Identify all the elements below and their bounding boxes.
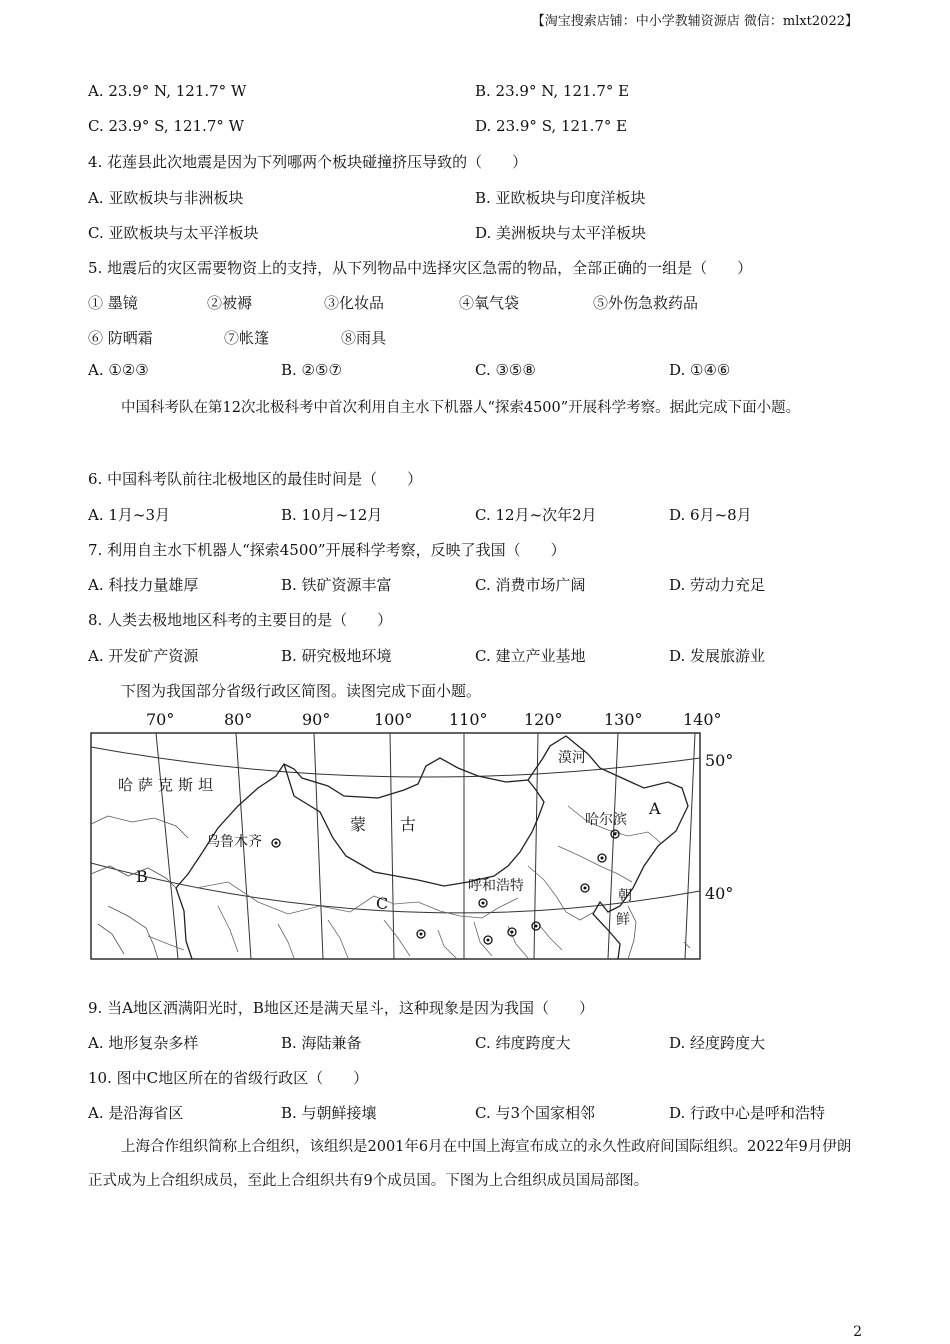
- label-korea: 鲜: [616, 912, 630, 928]
- neighbor-borders: [91, 816, 690, 959]
- lat-label: 50°: [705, 751, 734, 770]
- q5-item: ⑥ 防晒霜: [88, 329, 153, 347]
- q8-option-d: D. 发展旅游业: [669, 647, 766, 665]
- label-mohe: 漠河: [558, 750, 586, 766]
- lon-label: 120°: [524, 710, 563, 729]
- q5-stem: 5. 地震后的灾区需要物资上的支持，从下列物品中选择灾区急需的物品，全部正确的一组是（ ）: [88, 259, 753, 277]
- q3-option-a: A. 23.9° N, 121.7° W: [88, 82, 247, 100]
- latitude-labels: [705, 751, 733, 903]
- q5-option-d: D. ①④⑥: [669, 361, 731, 379]
- q5-option-b: B. ②⑤⑦: [281, 361, 342, 379]
- city-marker: [532, 922, 540, 930]
- page-number: 2: [853, 1324, 862, 1340]
- q9-option-b: B. 海陆兼备: [281, 1034, 362, 1052]
- q6-option-a: A. 1月~3月: [88, 506, 171, 524]
- q6-stem: 6. 中国科考队前往北极地区的最佳时间是（ ）: [88, 470, 423, 488]
- city-marker: [417, 930, 425, 938]
- q9-option-a: A. 地形复杂多样: [88, 1034, 199, 1052]
- lat-label: 40°: [705, 884, 734, 903]
- q4-option-c: C. 亚欧板块与太平洋板块: [88, 224, 259, 242]
- q3-option-b: B. 23.9° N, 121.7° E: [475, 82, 630, 100]
- q4-option-d: D. 美洲板块与太平洋板块: [475, 224, 647, 242]
- city-marker: [598, 854, 606, 862]
- lon-label: 70°: [146, 710, 175, 729]
- q10-stem: 10. 图中C地区所在的省级行政区（ ）: [88, 1069, 369, 1087]
- q7-option-a: A. 科技力量雄厚: [88, 576, 199, 594]
- q4-option-b: B. 亚欧板块与印度洋板块: [475, 189, 646, 207]
- label-urumqi: 乌鲁木齐: [206, 834, 262, 850]
- q5-item: ⑤外伤急救药品: [593, 294, 699, 312]
- q7-option-d: D. 劳动力充足: [669, 576, 766, 594]
- passage-map-intro: 下图为我国部分省级行政区简图。读图完成下面小题。: [121, 682, 482, 700]
- q5-item: ④氧气袋: [459, 294, 520, 312]
- label-hohhot: 呼和浩特: [468, 878, 524, 894]
- q3-option-d: D. 23.9° S, 121.7° E: [475, 117, 628, 135]
- q5-item: ③化妆品: [324, 294, 385, 312]
- q5-item: ⑦帐篷: [224, 329, 270, 347]
- province-map: [88, 706, 748, 966]
- q6-option-d: D. 6月~8月: [669, 506, 752, 524]
- label-b: B: [136, 867, 148, 886]
- q5-item: ②被褥: [207, 294, 253, 312]
- lon-label: 100°: [374, 710, 413, 729]
- q7-option-b: B. 铁矿资源丰富: [281, 576, 392, 594]
- label-korea: 朝: [618, 888, 632, 904]
- lon-label: 90°: [302, 710, 331, 729]
- graticule: [91, 733, 700, 959]
- city-marker: [581, 884, 589, 892]
- lon-label: 80°: [224, 710, 253, 729]
- city-marker-harbin: [611, 830, 619, 838]
- passage-sco: 上海合作组织简称上合组织，该组织是2001年6月在中国上海宣布成立的永久性政府间国际组织。2022年9月伊朗正式成为上合组织成员，至此上合组织共有9个成员国。下图为上合组织成员国局部图。: [88, 1139, 852, 1189]
- q5-option-a: A. ①②③: [88, 361, 149, 379]
- q9-option-c: C. 纬度跨度大: [475, 1034, 571, 1052]
- page-header: 【淘宝搜索店铺：中小学教辅资源店 微信：mlxt2022】: [531, 14, 858, 29]
- city-marker-urumqi: [272, 839, 280, 847]
- q4-option-a: A. 亚欧板块与非洲板块: [88, 189, 244, 207]
- q10-option-a: A. 是沿海省区: [88, 1104, 184, 1122]
- q9-option-d: D. 经度跨度大: [669, 1034, 766, 1052]
- q8-option-c: C. 建立产业基地: [475, 647, 586, 665]
- q3-option-c: C. 23.9° S, 121.7° W: [88, 117, 245, 135]
- label-c: C: [376, 894, 389, 913]
- q8-stem: 8. 人类去极地地区科考的主要目的是（ ）: [88, 611, 393, 629]
- q5-item: ⑧雨具: [341, 329, 387, 347]
- q6-option-b: B. 10月~12月: [281, 506, 383, 524]
- label-mongolia: 古: [400, 815, 417, 834]
- q10-option-d: D. 行政中心是呼和浩特: [669, 1104, 826, 1122]
- q8-option-b: B. 研究极地环境: [281, 647, 392, 665]
- label-kazakhstan: 哈萨克斯坦: [118, 776, 219, 794]
- q10-option-c: C. 与3个国家相邻: [475, 1104, 596, 1122]
- q6-option-c: C. 12月~次年2月: [475, 506, 597, 524]
- q7-stem: 7. 利用自主水下机器人“探索4500”开展科学考察，反映了我国（ ）: [88, 541, 566, 559]
- lon-label: 130°: [604, 710, 643, 729]
- q9-stem: 9. 当A地区洒满阳光时，B地区还是满天星斗，这种现象是因为我国（ ）: [88, 999, 594, 1017]
- label-harbin: 哈尔滨: [585, 812, 627, 828]
- passage-arctic: 中国科考队在第12次北极科考中首次利用自主水下机器人“探索4500”开展科学考察。据此完成下面小题。: [121, 400, 801, 416]
- longitude-labels: [146, 710, 722, 729]
- map-frame: [91, 733, 700, 959]
- lon-label: 140°: [683, 710, 722, 729]
- label-mongolia: 蒙: [350, 815, 367, 834]
- q10-option-b: B. 与朝鲜接壤: [281, 1104, 377, 1122]
- city-markers: [272, 830, 619, 944]
- q5-option-c: C. ③⑤⑧: [475, 361, 536, 379]
- q5-item: ① 墨镜: [88, 294, 138, 312]
- lon-label: 110°: [449, 710, 488, 729]
- q8-option-a: A. 开发矿产资源: [88, 647, 199, 665]
- q4-stem: 4. 花莲县此次地震是因为下列哪两个板块碰撞挤压导致的（ ）: [88, 153, 528, 171]
- label-a: A: [649, 799, 661, 818]
- city-marker-hohhot: [479, 899, 487, 907]
- city-marker: [484, 936, 492, 944]
- q7-option-c: C. 消费市场广阔: [475, 576, 586, 594]
